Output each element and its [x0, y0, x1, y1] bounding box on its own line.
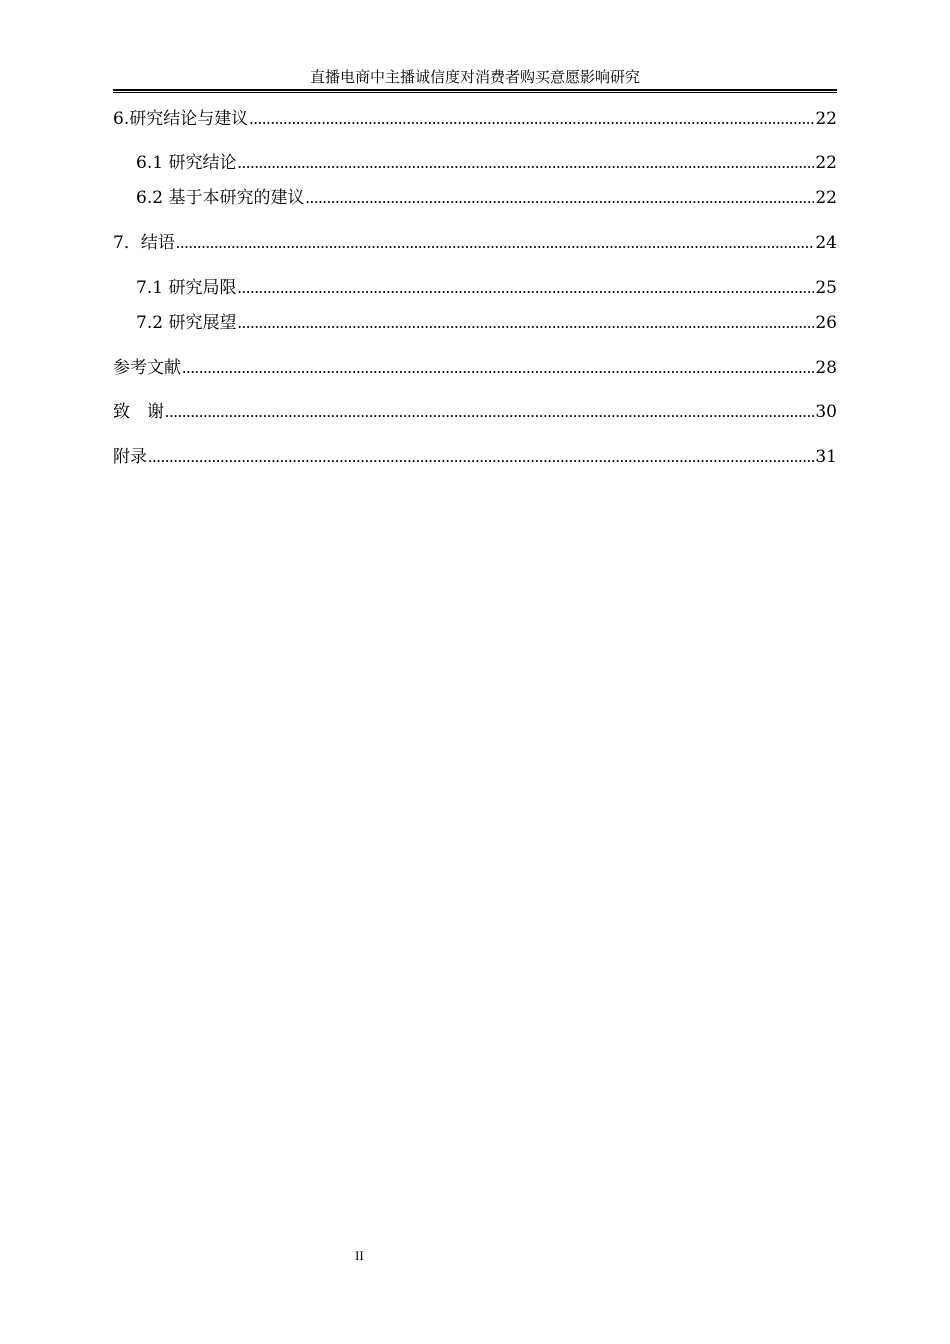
toc-entry-page: 22 — [815, 188, 837, 208]
toc-entry[interactable] — [136, 276, 837, 300]
header-rule — [113, 89, 837, 93]
toc-entry-page: 25 — [815, 278, 837, 298]
toc-entry-page: 22 — [815, 109, 837, 129]
toc-entry[interactable] — [113, 107, 837, 131]
toc-leader-dots — [182, 356, 814, 380]
toc-entry-page: 30 — [815, 402, 837, 422]
toc-entry[interactable] — [113, 356, 837, 380]
toc-entry[interactable] — [136, 311, 837, 335]
toc-leader-dots — [249, 107, 814, 131]
toc-entry-label: 参考文献 — [113, 358, 181, 378]
toc-entry[interactable] — [136, 151, 837, 175]
toc-entry[interactable] — [113, 231, 837, 255]
toc-entry-label: 7.1 研究局限 — [136, 278, 237, 298]
page-number: II — [355, 1248, 364, 1263]
toc-entry[interactable] — [136, 186, 837, 210]
toc-entry-page: 24 — [815, 233, 837, 253]
toc-entry-label: 6.2 基于本研究的建议 — [136, 188, 305, 208]
toc-leader-dots — [148, 445, 814, 469]
toc-entry-label: 6.研究结论与建议 — [113, 109, 249, 129]
toc-entry-label: 7．结语 — [113, 233, 175, 253]
toc-leader-dots — [237, 276, 814, 300]
toc-leader-dots — [305, 186, 814, 210]
toc-entry-page: 28 — [815, 358, 837, 378]
toc-entry-label: 附录 — [113, 447, 147, 467]
toc-entry-label: 7.2 研究展望 — [136, 313, 237, 333]
toc-leader-dots — [165, 400, 814, 424]
page-header-title: 直播电商中主播诚信度对消费者购买意愿影响研究 — [309, 68, 640, 86]
toc-entry-page: 22 — [815, 153, 837, 173]
toc-entry[interactable] — [113, 400, 837, 424]
toc-leader-dots — [237, 311, 814, 335]
toc-entry[interactable] — [113, 445, 837, 469]
toc-entry-page: 31 — [815, 447, 837, 467]
toc-leader-dots — [237, 151, 814, 175]
toc-entry-page: 26 — [815, 313, 837, 333]
toc-leader-dots — [176, 231, 815, 255]
toc-entry-label: 6.1 研究结论 — [136, 153, 237, 173]
toc-entry-label: 致 谢 — [113, 402, 164, 422]
